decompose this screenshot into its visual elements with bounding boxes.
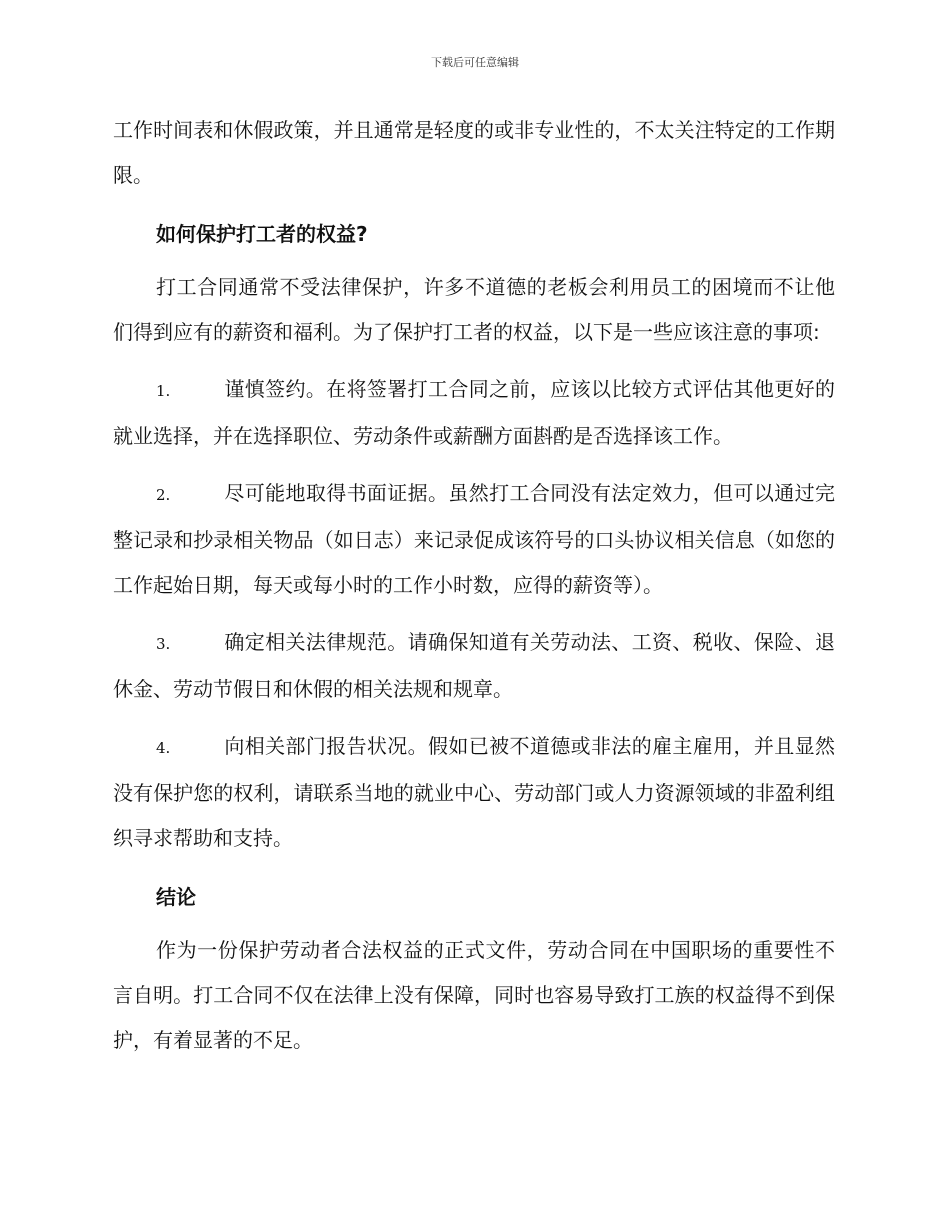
intro-paragraph: 工作时间表和休假政策，并且通常是轻度的或非专业性的，不太关注特定的工作期限。 xyxy=(113,118,835,187)
page-header: 下载后可任意编辑 xyxy=(431,56,519,69)
section-heading-conclusion: 结论 xyxy=(156,885,196,909)
section-heading-protect-rights: 如何保护打工者的权益? xyxy=(156,222,368,246)
section-paragraph: 打工合同通常不受法律保护，许多不道德的老板会利用员工的困境而不让他们得到应有的薪资和福利。为了保护打工者的权益，以下是一些应该注意的事项: xyxy=(113,275,835,344)
list-item-text: 尽可能地取得书面证据。虽然打工合同没有法定效力，但可以通过完整记录和抄录相关物品（如日志）来记录促成该符号的口头协议相关信息（如您的工作起始日期，每天或每小时的工作小时数，应得的薪资等）。 xyxy=(113,481,835,597)
list-item-text: 谨慎签约。在将签署打工合同之前，应该以比较方式评估其他更好的就业选择，并在选择职位、劳动条件或薪酬方面斟酌是否选择该工作。 xyxy=(113,377,835,448)
list-item xyxy=(113,724,835,861)
list-number: 3. xyxy=(156,635,171,653)
list-item-text: 确定相关法律规范。请确保知道有关劳动法、工资、税收、保险、退休金、劳动节假日和休假的相关法规和规章。 xyxy=(113,630,835,701)
list-item-text: 向相关部门报告状况。假如已被不道德或非法的雇主雇用，并且显然没有保护您的权利，请联系当地的就业中心、劳动部门或人力资源领域的非盈利组织寻求帮助和支持。 xyxy=(113,734,835,850)
list-item xyxy=(113,367,835,459)
conclusion-paragraph: 作为一份保护劳动者合法权益的正式文件，劳动合同在中国职场的重要性不言自明。打工合同不仅在法律上没有保障，同时也容易导致打工族的权益得不到保护，有着显著的不足。 xyxy=(113,938,835,1052)
list-item xyxy=(113,471,835,608)
list-number: 4. xyxy=(156,739,171,757)
document-body xyxy=(113,108,835,1063)
list-number: 2. xyxy=(156,486,171,504)
list-item xyxy=(113,620,835,712)
list-number: 1. xyxy=(156,382,171,400)
